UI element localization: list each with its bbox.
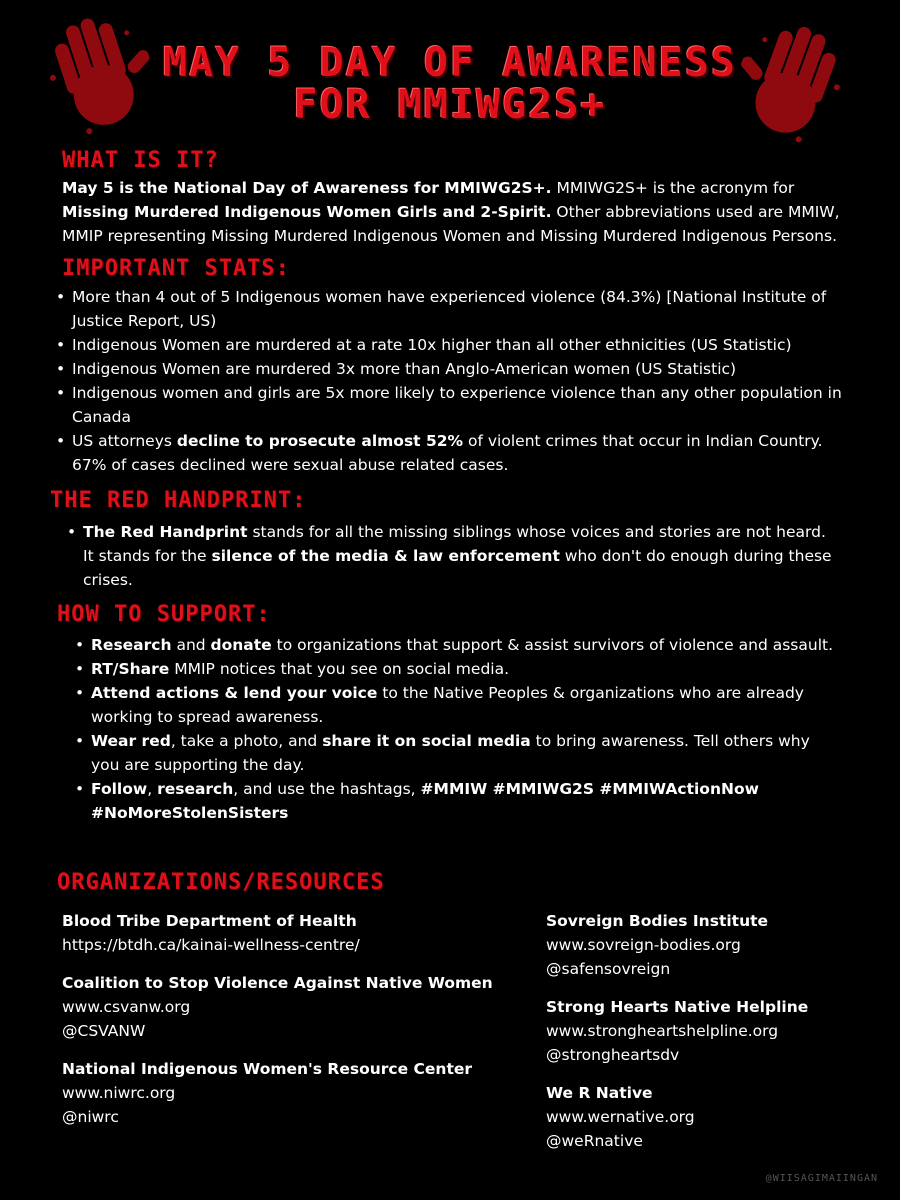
- what-bold-2: Missing Murdered Indigenous Women Girls and 2-Spirit.: [62, 203, 552, 221]
- org-item: [546, 1081, 876, 1153]
- text: US attorneys: [72, 432, 177, 450]
- what-text-2: Other abbreviations used are MMIW, MMIP representing Missing Murdered Indigenous Women and Missing Murdered Indigenous Persons.: [62, 203, 840, 245]
- orgs-right-column: [546, 909, 876, 1167]
- org-link[interactable]: www.niwrc.org: [62, 1084, 176, 1102]
- org-item: [546, 909, 876, 981]
- text: who don't do enough during these crises.: [83, 547, 832, 589]
- org-name: Sovreign Bodies Institute: [546, 912, 769, 930]
- org-link[interactable]: www.sovreign-bodies.org: [546, 936, 741, 954]
- support-list: [73, 633, 838, 825]
- org-link[interactable]: www.csvanw.org: [62, 998, 191, 1016]
- org-item: [62, 971, 502, 1043]
- list-item: [54, 429, 854, 477]
- stats-list: [54, 285, 854, 477]
- bold-text: donate: [210, 636, 272, 654]
- bold-text: share it on social media: [322, 732, 531, 750]
- what-bold-1: May 5 is the National Day of Awareness for MMIWG2S+.: [62, 179, 552, 197]
- org-handle[interactable]: @safensovreign: [546, 960, 671, 978]
- bold-text: The Red Handprint: [83, 523, 248, 541]
- text: to bring awareness. Tell others why you are supporting the day.: [91, 732, 810, 774]
- org-link[interactable]: www.wernative.org: [546, 1108, 695, 1126]
- title-line-1: MAY 5 DAY OF AWARENESS: [163, 40, 737, 86]
- title-line-2: FOR MMIWG2S+: [293, 82, 607, 128]
- bold-text: Research: [91, 636, 172, 654]
- handprint-list: [65, 520, 840, 592]
- org-item: [62, 1057, 502, 1129]
- list-item: [73, 657, 838, 681]
- bold-text: silence of the media & law enforcement: [211, 547, 560, 565]
- text: of violent crimes that occur in Indian Country. 67% of cases declined were sexual abuse related cases.: [72, 432, 823, 474]
- list-item: [73, 681, 838, 729]
- handprint-heading: THE RED HANDPRINT:: [50, 488, 307, 513]
- bold-text: research: [157, 780, 234, 798]
- bold-text: Wear red: [91, 732, 171, 750]
- org-handle[interactable]: @niwrc: [62, 1108, 119, 1126]
- org-name: Blood Tribe Department of Health: [62, 912, 357, 930]
- text: to the Native Peoples & organizations who are already working to spread awareness.: [91, 684, 804, 726]
- text: , and use the hashtags,: [233, 780, 421, 798]
- org-name: We R Native: [546, 1084, 653, 1102]
- org-handle[interactable]: @strongheartsdv: [546, 1046, 680, 1064]
- support-heading: HOW TO SUPPORT:: [57, 602, 271, 627]
- bold-text: decline to prosecute almost 52%: [176, 432, 464, 450]
- org-name: National Indigenous Women's Resource Center: [62, 1060, 473, 1078]
- list-item: • Indigenous Women are murdered at a rate 10x higher than all other ethnicities (US Statistic): [54, 333, 854, 357]
- list-item: • Indigenous women and girls are 5x more likely to experience violence than any other population in Canada: [54, 381, 854, 429]
- org-name: Coalition to Stop Violence Against Native Women: [62, 974, 493, 992]
- org-handle[interactable]: @CSVANW: [62, 1022, 146, 1040]
- text: MMIP notices that you see on social media.: [169, 660, 510, 678]
- hashtags: #MMIW #MMIWG2S #MMIWActionNow #NoMoreStolenSisters: [91, 780, 759, 822]
- org-item: [546, 995, 876, 1067]
- list-item: • Indigenous Women are murdered 3x more than Anglo-American women (US Statistic): [54, 357, 854, 381]
- stats-heading: IMPORTANT STATS:: [62, 256, 290, 281]
- org-item: [62, 909, 502, 957]
- bold-text: RT/Share: [91, 660, 170, 678]
- bold-text: Attend actions & lend your voice: [91, 684, 378, 702]
- list-item: [73, 777, 838, 825]
- org-name: Strong Hearts Native Helpline: [546, 998, 809, 1016]
- what-text-1: MMIWG2S+ is the acronym for: [551, 179, 795, 197]
- org-handle[interactable]: @weRnative: [546, 1132, 643, 1150]
- text: , take a photo, and: [170, 732, 323, 750]
- list-item: [73, 729, 838, 777]
- text: and: [171, 636, 211, 654]
- orgs-heading: ORGANIZATIONS/RESOURCES: [57, 870, 385, 895]
- author-credit: @WIISAGIMAIINGAN: [765, 1173, 878, 1184]
- orgs-left-column: [62, 909, 502, 1143]
- bold-text: Follow: [91, 780, 148, 798]
- what-heading: WHAT IS IT?: [62, 148, 219, 173]
- what-paragraph: [62, 176, 852, 248]
- list-item: [73, 633, 838, 657]
- text: stands for all the missing siblings whose voices and stories are not heard. It stands for the: [83, 523, 826, 565]
- text: to organizations that support & assist survivors of violence and assault.: [271, 636, 834, 654]
- list-item: [65, 520, 840, 592]
- org-link[interactable]: www.strongheartshelpline.org: [546, 1022, 779, 1040]
- org-link[interactable]: https://btdh.ca/kainai-wellness-centre/: [62, 936, 360, 954]
- page-title: [100, 42, 800, 126]
- text: ,: [147, 780, 158, 798]
- list-item: • More than 4 out of 5 Indigenous women have experienced violence (84.3%) [National Institute of Justice Report, US): [54, 285, 854, 333]
